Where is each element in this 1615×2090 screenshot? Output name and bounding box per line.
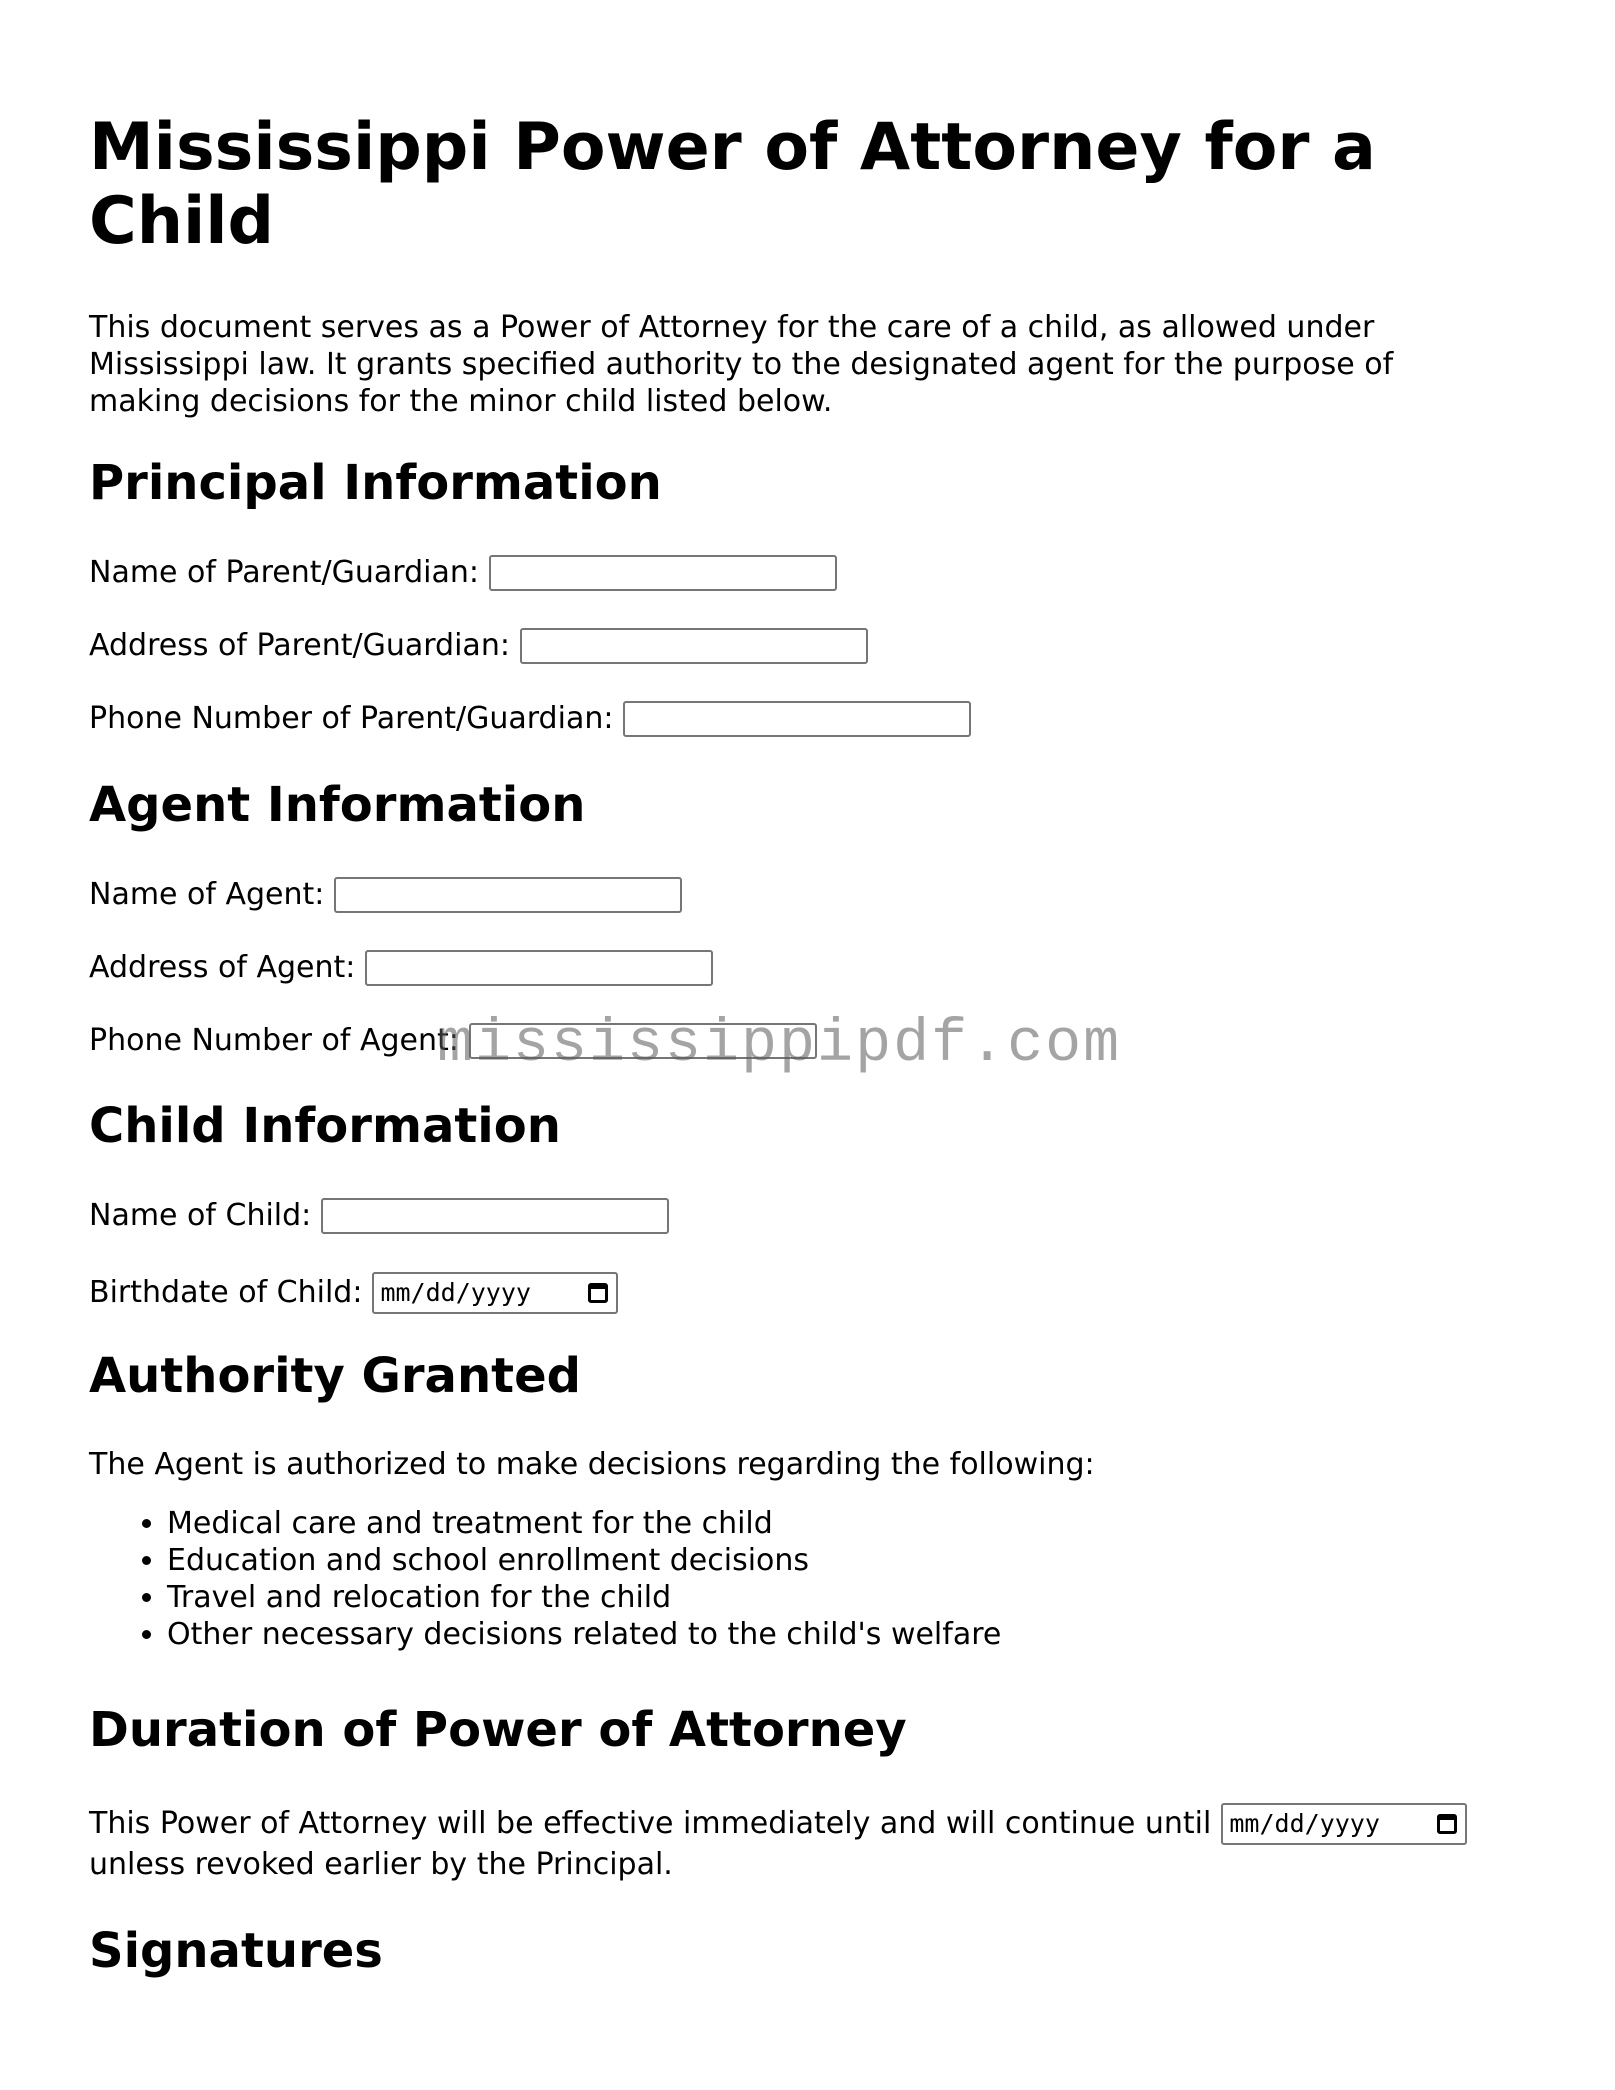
- list-item: • Travel and relocation for the child: [167, 1579, 1001, 1616]
- agent-name-label: Name of Agent:: [89, 877, 325, 912]
- end-date-placeholder: mm/dd/yyyy: [1229, 1809, 1380, 1838]
- duration-end-date-input[interactable]: [1221, 1803, 1467, 1845]
- parent-phone-field: [89, 701, 971, 737]
- child-name-field: [89, 1198, 669, 1234]
- parent-name-label: Name of Parent/Guardian:: [89, 555, 479, 590]
- parent-phone-input[interactable]: [623, 701, 971, 737]
- agent-address-label: Address of Agent:: [89, 950, 356, 985]
- authority-heading: Authority Granted: [89, 1348, 581, 1404]
- watermark: mississippipdf.com: [437, 1011, 1122, 1079]
- list-item: • Other necessary decisions related to the child's welfare: [167, 1616, 1001, 1653]
- agent-address-field: [89, 950, 713, 986]
- parent-address-label: Address of Parent/Guardian:: [89, 628, 510, 663]
- parent-address-input[interactable]: [520, 628, 868, 664]
- duration-heading: Duration of Power of Attorney: [89, 1702, 907, 1758]
- calendar-icon[interactable]: [1437, 1814, 1457, 1834]
- parent-name-input[interactable]: [489, 555, 837, 591]
- child-birthdate-label: Birthdate of Child:: [89, 1275, 363, 1310]
- parent-name-field: [89, 555, 837, 591]
- child-name-label: Name of Child:: [89, 1198, 312, 1233]
- signatures-heading: Signatures: [89, 1923, 383, 1979]
- list-item: • Medical care and treatment for the child: [167, 1505, 1001, 1542]
- list-item: • Education and school enrollment decisions: [167, 1542, 1001, 1579]
- child-birthdate-input[interactable]: [372, 1272, 618, 1314]
- authority-list: [89, 1505, 1001, 1653]
- parent-address-field: [89, 628, 868, 664]
- agent-phone-label: Phone Number of Agent:: [89, 1023, 459, 1058]
- parent-phone-label: Phone Number of Parent/Guardian:: [89, 701, 614, 736]
- duration-line: [89, 1803, 1467, 1845]
- child-name-input[interactable]: [321, 1198, 669, 1234]
- agent-address-input[interactable]: [365, 950, 713, 986]
- intro-paragraph: This document serves as a Power of Attorney for the care of a child, as allowed under Mississippi law. It grants specified authority to the designated agent for the purpose of making decisions for the minor child listed below.: [89, 310, 1394, 419]
- principal-heading: Principal Information: [89, 455, 662, 511]
- child-birthdate-field: [89, 1272, 618, 1314]
- agent-name-field: [89, 877, 682, 913]
- page-title: Mississippi Power of Attorney for a Child: [89, 110, 1376, 259]
- child-heading: Child Information: [89, 1098, 561, 1154]
- duration-text-before: This Power of Attorney will be effective immediately and will continue until: [89, 1806, 1212, 1841]
- calendar-icon[interactable]: [588, 1283, 608, 1303]
- birthdate-placeholder: mm/dd/yyyy: [380, 1278, 531, 1307]
- authority-intro: The Agent is authorized to make decisions regarding the following:: [89, 1447, 1095, 1482]
- agent-heading: Agent Information: [89, 777, 586, 833]
- duration-text-after: unless revoked earlier by the Principal.: [89, 1847, 673, 1882]
- agent-name-input[interactable]: [334, 877, 682, 913]
